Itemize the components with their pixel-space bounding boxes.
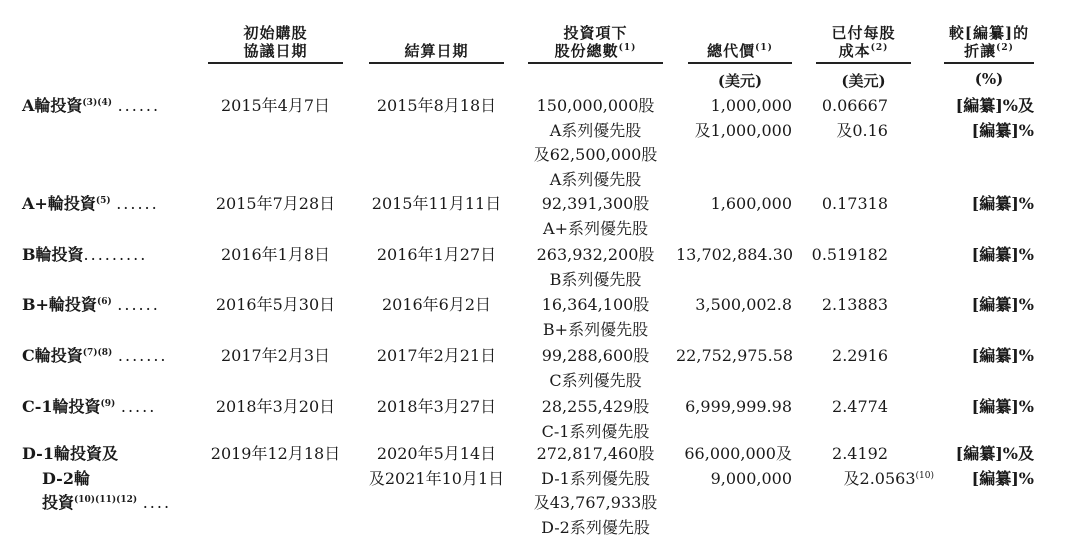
header-cost-per-share: 已付每股 成本$^{(2)}$ <box>831 24 896 60</box>
header-total-consideration: 總代價$^{(1)}$ <box>707 42 773 60</box>
settlement-date: 2015年8月18日 <box>376 96 497 115</box>
cost-cell: 0.06667 及0.16 <box>821 96 888 140</box>
consideration-cell: 13,702,884.30 <box>676 245 794 264</box>
row-label: A輪投資$^{(3)(4)}$ ...... <box>22 96 161 115</box>
row-label: A+輪投資$^{(5)}$ ...... <box>22 194 159 213</box>
unit-consideration: (美元) <box>717 72 763 90</box>
footnote-ref: (10) <box>915 470 934 481</box>
initial-date: 2016年1月8日 <box>220 245 331 264</box>
row-label: C-1輪投資$^{(9)}$ ..... <box>22 397 157 416</box>
initial-date: 2016年5月30日 <box>215 295 336 314</box>
header-rule <box>816 62 911 64</box>
row-label: B輪投資......... <box>22 245 148 264</box>
unit-cost: (美元) <box>841 72 886 90</box>
discount-cell: [編纂]% <box>971 245 1034 264</box>
header-rule <box>369 62 504 64</box>
initial-date: 2017年2月3日 <box>220 346 331 365</box>
settlement-date: 2016年6月2日 <box>381 295 492 314</box>
initial-date: 2019年12月18日 <box>210 444 341 463</box>
row-label: D-1輪投資及 D-2輪 投資$^{(10)(11)(12)}$ .... <box>22 444 172 512</box>
unit-discount: (%) <box>974 70 1004 88</box>
cost-cell: 2.13883 <box>821 295 888 314</box>
header-rule <box>528 62 663 64</box>
row-label: B+輪投資$^{(6)}$ ...... <box>22 295 160 314</box>
shares-cell: 263,932,200股 B系列優先股 <box>536 245 655 289</box>
initial-date: 2018年3月20日 <box>215 397 336 416</box>
settlement-date: 2020年5月14日 及2021年10月1日 <box>368 444 505 488</box>
footnote-ref: (1) <box>618 43 637 53</box>
consideration-cell: 1,600,000 <box>710 194 792 213</box>
settlement-date: 2017年2月21日 <box>376 346 497 365</box>
header-shares: 投資項下 股份總數$^{(1)}$ <box>554 24 637 60</box>
cost-cell: 2.2916 <box>832 346 888 365</box>
discount-cell: [編纂]% <box>971 397 1034 416</box>
cost-cell: 2.4192 及2.0563$^{(10)}$ <box>832 444 934 488</box>
shares-cell: 92,391,300股 A+系列優先股 <box>541 194 650 238</box>
consideration-cell: 22,752,975.58 <box>676 346 794 365</box>
discount-cell: [編纂]% <box>971 295 1034 314</box>
consideration-cell: 66,000,000及 9,000,000 <box>684 444 792 488</box>
consideration-cell: 1,000,000 及1,000,000 <box>694 96 792 140</box>
footnote-ref: (1) <box>755 43 773 53</box>
shares-cell: 272,817,460股 D-1系列優先股 及43,767,933股 D-2系列優先股 <box>533 444 658 537</box>
initial-date: 2015年4月7日 <box>220 96 331 115</box>
initial-date: 2015年7月28日 <box>215 194 336 213</box>
cost-cell: 0.519182 <box>811 245 888 264</box>
discount-cell: [編纂]% <box>971 346 1034 365</box>
settlement-date: 2015年11月11日 <box>371 194 502 213</box>
discount-cell: [編纂]%及 [編纂]% <box>955 96 1034 140</box>
row-label: C輪投資$^{(7)(8)}$ ....... <box>22 346 168 365</box>
shares-cell: 16,364,100股 B+系列優先股 <box>541 295 650 339</box>
shares-cell: 28,255,429股 C-1系列優先股 <box>541 397 650 441</box>
consideration-cell: 3,500,002.8 <box>695 295 792 314</box>
discount-cell: [編纂]% <box>971 194 1034 213</box>
settlement-date: 2016年1月27日 <box>376 245 497 264</box>
cost-cell: 2.4774 <box>832 397 888 416</box>
shares-cell: 99,288,600股 C系列優先股 <box>541 346 650 390</box>
header-discount: 較[編纂]的 折讓$^{(2)}$ <box>948 24 1030 60</box>
consideration-cell: 6,999,999.98 <box>685 397 792 416</box>
cost-cell: 0.17318 <box>821 194 888 213</box>
discount-cell: [編纂]%及 [編纂]% <box>955 444 1034 488</box>
footnote-ref: (2) <box>870 43 889 53</box>
settlement-date: 2018年3月27日 <box>376 397 497 416</box>
header-initial-date: 初始購股 協議日期 <box>243 24 308 60</box>
header-rule <box>944 62 1034 64</box>
header-rule <box>688 62 792 64</box>
header-rule <box>208 62 343 64</box>
footnote-ref: (2) <box>996 43 1014 53</box>
shares-cell: 150,000,000股 A系列優先股 及62,500,000股 A系列優先股 <box>533 96 658 189</box>
header-settlement-date: 結算日期 <box>404 42 469 60</box>
